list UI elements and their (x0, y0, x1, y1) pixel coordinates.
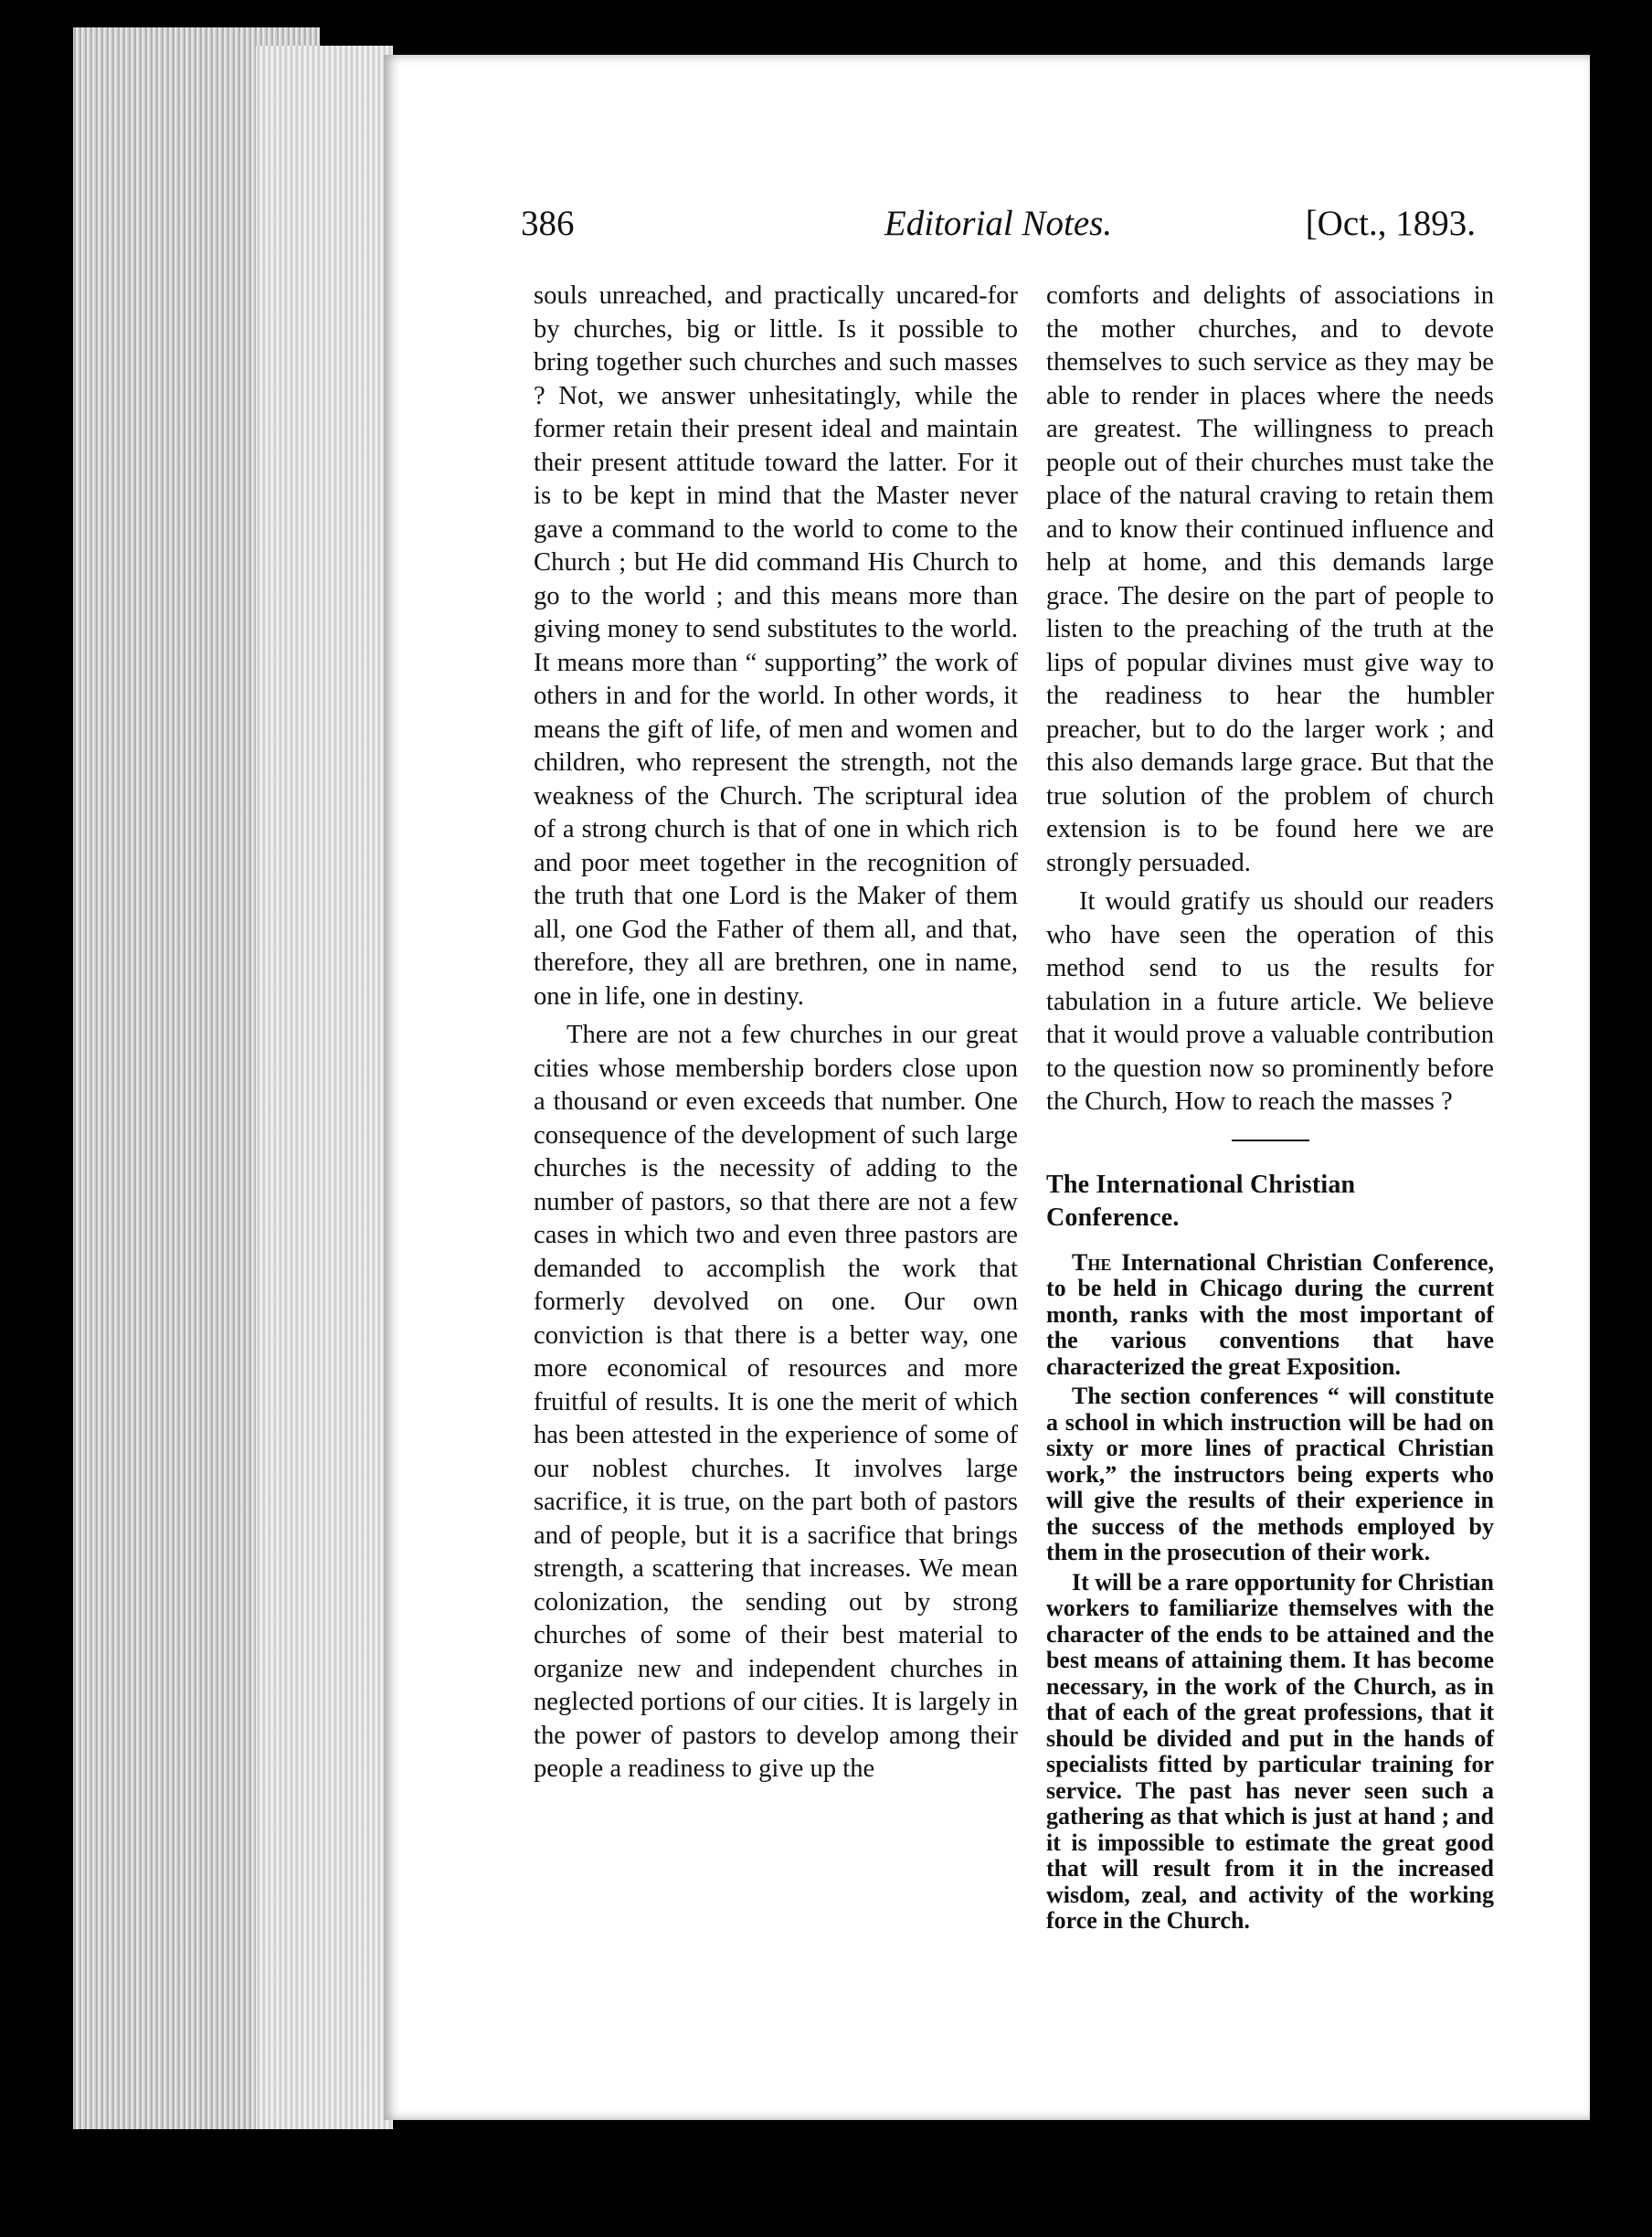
section-divider (1232, 1140, 1309, 1141)
lead-word: The (1072, 1248, 1112, 1276)
paragraph: comforts and delights of associations in the mother churches, and to devote themselves to such service as they may be able to render in places where the needs are greatest. The willingness to preach people out of their churches must take the place of the natural craving to retain them and to know their continued influence and help at home, and this demands large grace. The desire on the part of people to listen to the preaching of the truth at the lips of popular divines must give way to the readiness to hear the humbler preacher, but to do the larger work ; and this also demands large grace. But that the true solution of the problem of church extension is to be found here we are strongly persuaded. (1046, 281, 1494, 877)
running-title: Editorial Notes. (884, 204, 1113, 243)
paragraph: The section conferences “ will constitute a school in which instruction will be had on sixty or more lines of practical Christian work,” the instructors being experts who will give the results of their experience in the success of the methods employed by them in the prosecution of their work. (1046, 1383, 1494, 1565)
page-header (521, 203, 1476, 249)
paragraph-text: International Christian Conference, to be held in Chicago during the current month, ranks with the most important of the various conventions that have characterized the great Exposition. (1046, 1248, 1494, 1380)
section-body (1046, 1250, 1494, 1935)
paragraph: It would gratify us should our readers who have seen the operation of this method send to us the results for tabulation in a future article. We believe that it would prove a valuable contribution to the question now so prominently before the Church, How to reach the masses ? (1046, 887, 1494, 1116)
book-page-edges-inner (256, 46, 393, 2129)
paragraph: souls unreached, and practically uncared-for by churches, big or little. Is it possible to bring together such churches and such masses ? Not, we answer unhesitatingly, while the former retain their present ideal and maintain their present attitude toward the latter. For it is to be kept in mind that the Master never gave a command to the world to come to the Church ; but He did command His Church to go to the world ; and this means more than giving money to send substitutes to the world. It means more than “ supporting” the work of others in and for the world. In other words, it means the gift of life, of men and women and children, who represent the strength, not the weakness of the Church. The scriptural idea of a strong church is that of one in which rich and poor meet together in the recognition of the truth that one Lord is the Maker of them all, one God the Father of them all, and that, therefore, they all are brethren, one in name, one in life, one in destiny. (534, 281, 1018, 1011)
paragraph (1046, 1250, 1494, 1381)
section-heading: The International Christian Conference. (1046, 1170, 1356, 1232)
paragraph: There are not a few churches in our great cities whose membership borders close upon a thousand or even exceeds that number. One consequence of the development of such large churches is the necessity of adding to the number of pastors, so that there are not a few cases in which two and even three pastors are demanded to accomplish the work that formerly devolved on one. Our own conviction is that there is a better way, one more economical of resources and more fruitful of results. It is one the merit of which has been attested in the experience of some of our noblest churches. It involves large sacrifice, it is true, on the part both of pastors and of people, but it is a sacrifice that brings strength, a scattering that increases. We mean colonization, the sending out by strong churches of some of their best material to organize new and independent churches in neglected portions of our cities. It is largely in the power of pastors to develop among their people a readiness to give up the (534, 1021, 1018, 1783)
right-column (1046, 280, 1494, 1935)
issue-date: [Oct., 1893. (1305, 204, 1476, 243)
paragraph: It will be a rare opportunity for Christian workers to familiarize themselves with the character of the ends to be attained and the best means of attaining them. It has become necessary, in the work of the Church, as in that of each of the great professions, that it should be divided and put in the hands of specialists fitted by particular training for service. The past has never seen such a gathering as that which is just at hand ; and it is impossible to estimate the great good that will result from it in the increased wisdom, zeal, and activity of the working force in the Church. (1046, 1568, 1494, 1934)
left-column (534, 280, 1018, 1786)
page-number: 386 (521, 204, 575, 243)
